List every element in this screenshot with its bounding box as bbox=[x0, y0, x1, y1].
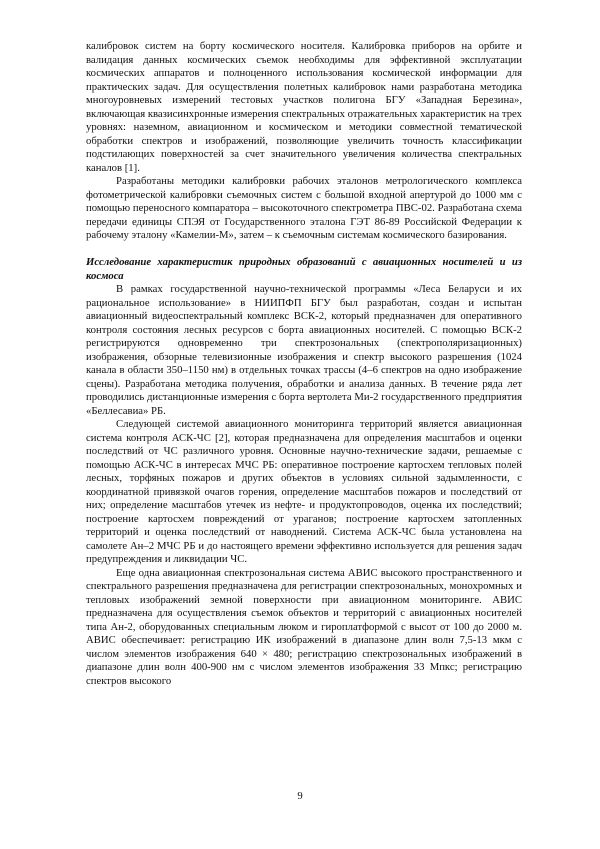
paragraph-vsk2: В рамках государственной научно-технической программы «Леса Беларуси и их рациональное использование» в НИИПФП БГУ был разработан, создан и испытан авиационный видеоспектральный комплекс ВСК-2, который предназначен для оперативного контроля состояния лесных ресурсов с борта авиационных носителей. С помощью ВСК-2 регистрируются одновременно три спектрозональных (спектрополяризационных) изображения, обзорные телевизионные изображения и спектр высокого разрешения (1024 канала в области 350–1150 нм) в отдельных точках трассы (4–6 спектров на одно изображение сцены). Разработана методика получения, обработки и анализа данных. В течение ряда лет проводились дистанционные измерения с борта вертолета Ми-2 государственного предприятия «Беллесавиа» РБ. bbox=[86, 283, 522, 417]
section-gap bbox=[86, 243, 522, 257]
page-number: 9 bbox=[297, 790, 303, 802]
document-page bbox=[86, 40, 522, 688]
paragraph-ask-chs: Следующей системой авиационного мониторинга территорий является авиационная система контроля АСК-ЧС [2], которая предназначена для определения масштабов и оценки последствий от ЧС различного уровня. Основные научно-технические задачи, решаемые с помощью АСК-ЧС в интересах МЧС РБ: оперативное построение картосхем тепловых полей лесных, торфяных пожаров и других объектов в условиях сильной задымленности, с координатной привязкой очагов горения, определение масштабов пожаров и последствий от них; определение масштабов утечек из нефте- и продуктопроводов, оценка их последствий; построение картосхем повреждений от ураганов; построение картосхем затопленных территорий и оценка последствий от наводнений. Система АСК-ЧС была установлена на самолете Ан–2 МЧС РБ и до настоящего времени эффективно используется для решения задач предупреждения и ликвидации ЧС. bbox=[86, 418, 522, 565]
section-heading: Исследование характеристик природных образований с авиационных носителей и из космоса bbox=[86, 256, 522, 282]
paragraph-avis: Еще одна авиационная спектрозональная система АВИС высокого пространственного и спектрального разрешения предназначена для регистрации спектрозональных, монохромных и тепловых изображений земной поверхности при авиационном мониторинге. АВИС предназначена для осуществления съемок объектов и территорий с авиационных носителей типа Ан-2, оборудованных специальным люком и гироплатформой с высот от 100 до 2000 м. АВИС обеспечивает: регистрацию ИК изображений в диапазоне длин волн 7,5-13 мкм с числом элементов изображения 640 × 480; регистрацию спектрозональных изображений в диапазоне длин волн 400-900 нм с числом элементов изображения 33 Мпкс; регистрацию спектров высокого bbox=[86, 566, 522, 687]
paragraph-calibration-methodology: калибровок систем на борту космического носителя. Калибровка приборов на орбите и валидация данных космических съемок необходимы для эффективной эксплуатации космических аппаратов и полноценного использования космической информации для практических задач. Для осуществления полетных калибровок нами разработана методика многоуровневых измерений тестовых участков полигона БГУ «Западная Березина», включающая квазисинхронные измерения спектральных отражательных характеристик на трех уровнях: наземном, авиационном и космическом и методики совместной тематической обработки спектров и изображений, позволяющие увеличить точность классификации подстилающих поверхностей за счет значительного увеличения количества спектральных каналов [1]. bbox=[86, 40, 522, 174]
paragraph-calibration-standards: Разработаны методики калибровки рабочих эталонов метрологического комплекса фотометрической калибровки съемочных систем с большой входной апертурой до 1000 мм с помощью переносного компаратора – высокоточного спектрометра ПВС-02. Разработана схема передачи единицы СПЭЯ от Государственного эталона ГЭТ 86-89 Российской Федерации к рабочему эталону «Камелии-М», затем – к съемочным системам космического базирования. bbox=[86, 175, 522, 241]
